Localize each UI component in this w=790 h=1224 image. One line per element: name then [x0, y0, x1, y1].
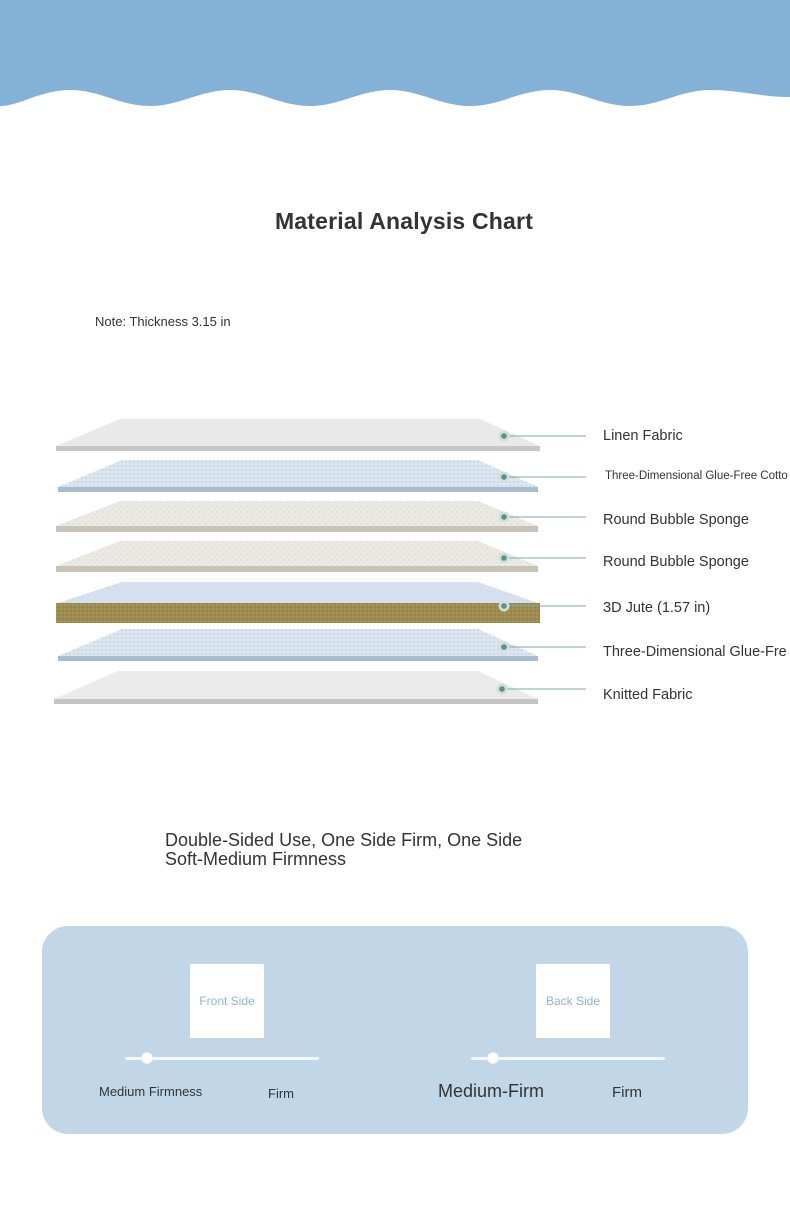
wave-header-banner [0, 0, 790, 112]
firmness-subtitle [165, 831, 625, 869]
layer-sponge-2 [56, 541, 538, 572]
front-left-label: Medium Firmness [99, 1084, 203, 1099]
back-firmness-track [471, 1057, 665, 1060]
layer-label-linen: Linen Fabric [603, 428, 683, 444]
back-side-card [536, 964, 610, 1038]
page-title: Material Analysis Chart [274, 208, 534, 234]
layer-jute [56, 582, 540, 623]
front-side-label: Front Side [199, 994, 255, 1008]
back-firmness-knob [487, 1052, 499, 1064]
back-right-label: Firm [612, 1084, 642, 1101]
front-firmness-knob [141, 1052, 153, 1064]
subtitle-line-2: Soft-Medium Firmness [165, 849, 347, 869]
layer-label-sponge-1: Round Bubble Sponge [603, 512, 749, 528]
front-right-label: Firm [268, 1086, 294, 1101]
layer-label-cotton-bottom: Three-Dimensional Glue-Fre [603, 644, 787, 660]
subtitle-line-1: Double-Sided Use, One Side Firm, One Side [165, 830, 523, 850]
layer-knitted-fabric [54, 671, 538, 704]
layer-cotton-bottom [58, 629, 538, 661]
layer-label-sponge-2: Round Bubble Sponge [603, 554, 749, 570]
layer-sponge-1 [56, 501, 538, 532]
thickness-note: Note: Thickness 3.15 in [95, 314, 231, 329]
layer-label-knitted: Knitted Fabric [603, 687, 693, 703]
firmness-panel [42, 926, 748, 1134]
front-side-card [190, 964, 264, 1038]
layer-label-cotton-top: Three-Dimensional Glue-Free Cotto [605, 470, 788, 482]
layer-cotton-top [58, 460, 538, 492]
front-firmness-track [125, 1057, 319, 1060]
back-left-label: Medium-Firm [438, 1081, 544, 1101]
back-side-label: Back Side [545, 994, 601, 1008]
wave-shape [0, 0, 790, 106]
layer-label-jute: 3D Jute (1.57 in) [603, 600, 711, 616]
layer-linen-fabric [56, 419, 540, 451]
